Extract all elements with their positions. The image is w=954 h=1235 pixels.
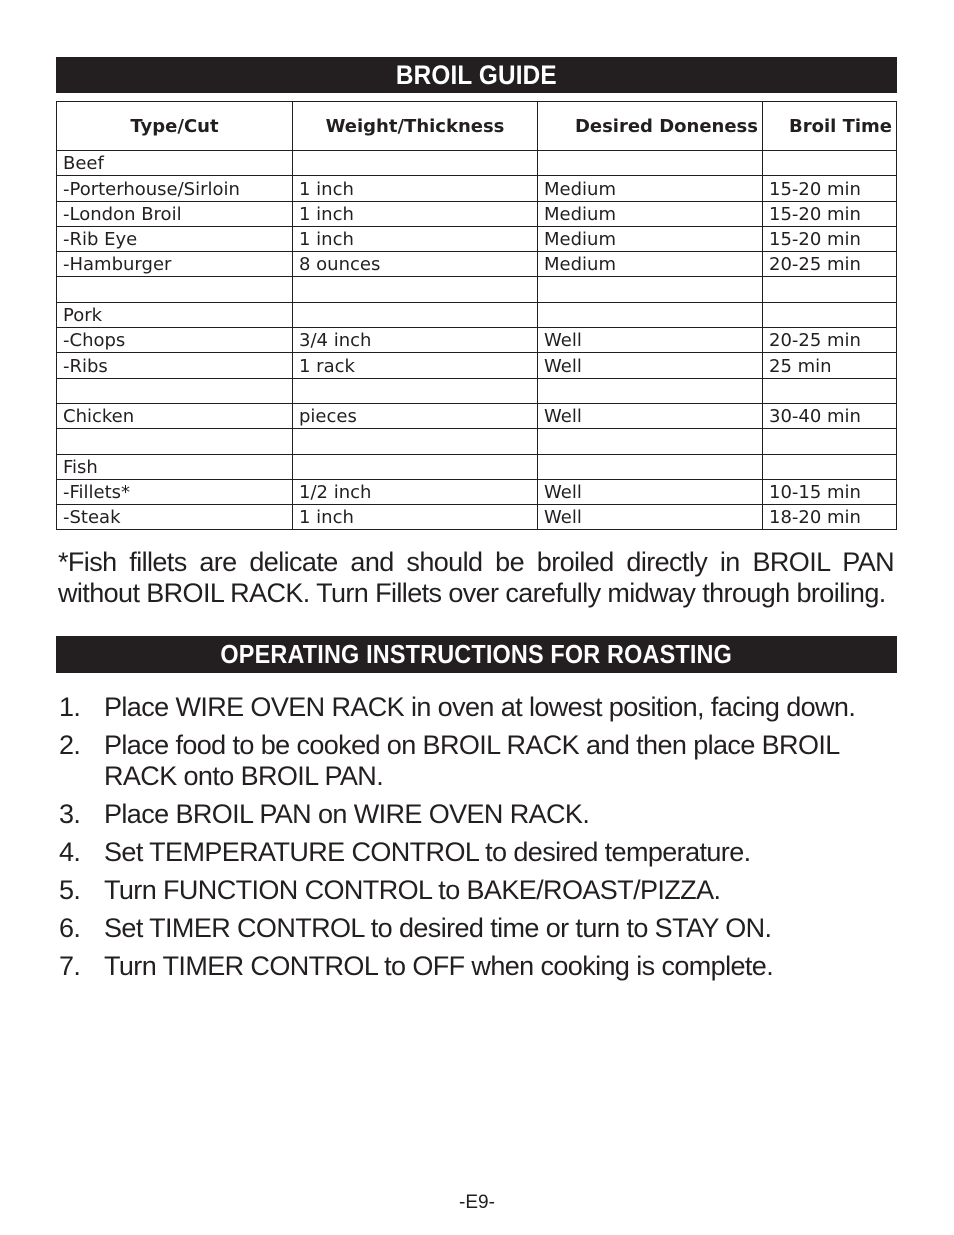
cell-broil-time: 30-40 min [763,403,897,428]
cell-weight-thickness: 1 rack [293,353,538,378]
cell-type-cut [57,378,293,403]
table-row [57,201,897,226]
table-header-row [57,102,897,151]
table-row [57,302,897,327]
cell-type-cut: Chicken [57,403,293,428]
cell-desired-doneness [538,151,763,176]
step-number: 4. [59,837,81,867]
cell-desired-doneness: Well [538,403,763,428]
table-row [57,226,897,251]
cell-broil-time: 20-25 min [763,328,897,353]
step-text: Place food to be cooked on BROIL RACK and then place BROIL RACK onto BROIL PAN. [104,730,839,791]
cell-type-cut: -Porterhouse/Sirloin [57,176,293,201]
cell-weight-thickness: 3/4 inch [293,328,538,353]
cell-broil-time [763,429,897,454]
step-text: Set TIMER CONTROL to desired time or turn to STAY ON. [104,913,772,943]
cell-desired-doneness: Well [538,328,763,353]
broil-guide-heading [56,57,897,93]
step-text: Turn TIMER CONTROL to OFF when cooking is complete. [104,951,774,981]
cell-broil-time [763,277,897,302]
table-row [57,353,897,378]
cell-desired-doneness [538,277,763,302]
cell-desired-doneness [538,429,763,454]
cell-broil-time: 25 min [763,353,897,378]
table-row [57,378,897,403]
cell-weight-thickness: 1 inch [293,176,538,201]
cell-type-cut: -Chops [57,328,293,353]
list-item [56,692,897,723]
cell-type-cut: -Steak [57,505,293,530]
cell-weight-thickness [293,151,538,176]
table-row [57,252,897,277]
cell-type-cut [57,429,293,454]
cell-type-cut: -London Broil [57,201,293,226]
table-row [57,277,897,302]
cell-weight-thickness [293,454,538,479]
cell-type-cut [57,277,293,302]
list-item [56,799,897,830]
step-text: Set TEMPERATURE CONTROL to desired temperature. [104,837,751,867]
list-item [56,951,897,982]
cell-broil-time: 15-20 min [763,226,897,251]
list-item [56,730,897,792]
fish-fillets-note: *Fish fillets are delicate and should be broiled directly in BROIL PAN without BROIL RACK. Turn Fillets over carefully midway through broiling. [58,547,894,608]
cell-type-cut: -Fillets* [57,479,293,504]
cell-weight-thickness: 8 ounces [293,252,538,277]
cell-desired-doneness: Medium [538,226,763,251]
cell-weight-thickness [293,378,538,403]
cell-weight-thickness [293,302,538,327]
roasting-instructions-heading [56,636,897,673]
cell-broil-time: 15-20 min [763,176,897,201]
step-number: 7. [59,951,81,981]
step-number: 1. [59,692,81,722]
column-header-broil-time: Broil Time [763,102,897,151]
cell-weight-thickness [293,277,538,302]
table-row [57,328,897,353]
cell-broil-time [763,151,897,176]
cell-type-cut: Beef [57,151,293,176]
step-text: Place BROIL PAN on WIRE OVEN RACK. [104,799,590,829]
cell-broil-time: 18-20 min [763,505,897,530]
cell-broil-time [763,378,897,403]
cell-desired-doneness [538,302,763,327]
cell-desired-doneness: Medium [538,252,763,277]
column-header-weight-thickness: Weight/Thickness [293,102,538,151]
list-item [56,837,897,868]
cell-weight-thickness: 1 inch [293,505,538,530]
cell-desired-doneness: Medium [538,201,763,226]
cell-type-cut: -Rib Eye [57,226,293,251]
table-row [57,176,897,201]
roasting-instructions-title: OPERATING INSTRUCTIONS FOR ROASTING [220,639,733,669]
page-number: -E9- [459,1192,495,1213]
cell-weight-thickness: 1/2 inch [293,479,538,504]
step-number: 5. [59,875,81,905]
cell-desired-doneness: Medium [538,176,763,201]
cell-weight-thickness [293,429,538,454]
cell-desired-doneness: Well [538,353,763,378]
broil-guide-table [56,101,897,530]
step-number: 3. [59,799,81,829]
cell-desired-doneness: Well [538,505,763,530]
list-item [56,875,897,906]
cell-broil-time: 10-15 min [763,479,897,504]
step-number: 2. [59,730,81,760]
cell-broil-time: 15-20 min [763,201,897,226]
step-number: 6. [59,913,81,943]
cell-desired-doneness [538,378,763,403]
cell-broil-time [763,454,897,479]
table-row [57,403,897,428]
table-row [57,454,897,479]
cell-weight-thickness: 1 inch [293,226,538,251]
cell-type-cut: -Hamburger [57,252,293,277]
cell-desired-doneness: Well [538,479,763,504]
table-row [57,505,897,530]
roasting-steps-list [56,692,897,989]
cell-broil-time: 20-25 min [763,252,897,277]
table-row [57,429,897,454]
table-row [57,151,897,176]
cell-desired-doneness [538,454,763,479]
cell-type-cut: -Ribs [57,353,293,378]
step-text: Turn FUNCTION CONTROL to BAKE/ROAST/PIZZA. [104,875,721,905]
broil-guide-title: BROIL GUIDE [396,60,557,90]
column-header-type-cut: Type/Cut [57,102,293,151]
table-row [57,479,897,504]
cell-type-cut: Pork [57,302,293,327]
cell-type-cut: Fish [57,454,293,479]
cell-weight-thickness: pieces [293,403,538,428]
cell-broil-time [763,302,897,327]
step-text: Place WIRE OVEN RACK in oven at lowest position, facing down. [104,692,856,722]
column-header-desired-doneness: Desired Doneness [538,102,763,151]
cell-weight-thickness: 1 inch [293,201,538,226]
list-item [56,913,897,944]
